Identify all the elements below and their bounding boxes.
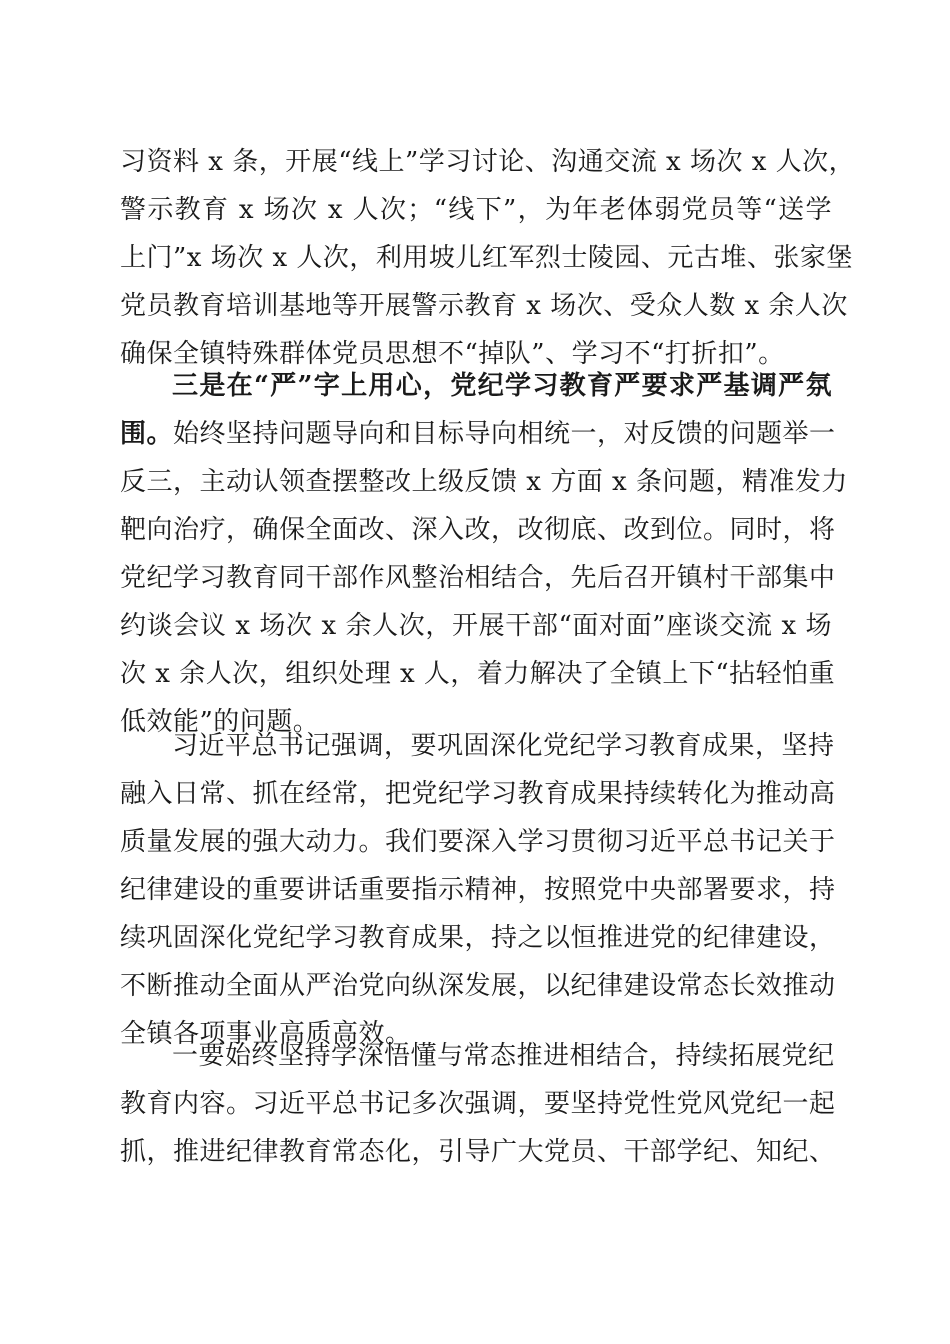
text-line: 续巩固深化党纪学习教育成果，持之以恒推进党的纪律建设， [120,923,836,953]
text-line: 反三，主动认领查摆整改上级反馈 x 方面 x 条问题，精准发力 [120,467,848,497]
text-line: 低效能”的问题。 [120,707,320,737]
text-line: 靶向治疗，确保全面改、深入改，改彻底、改到位。同时，将 [120,515,836,545]
text-line: 一要始终坚持学深悟懂与常态推进相结合，持续拓展党纪 [172,1041,835,1071]
text-line: 党员教育培训基地等开展警示教育 x 场次、受众人数 x 余人次 [120,291,848,321]
text-segment: 始终坚持问题导向和目标导向相统一，对反馈的问题举一 [173,419,836,449]
text-line: 上门”x 场次 x 人次，利用坡儿红军烈士陵园、元古堆、张家堡 [120,243,853,273]
text-line: 教育内容。习近平总书记多次强调，要坚持党性党风党纪一起 [120,1089,836,1119]
text-line: 党纪学习教育同干部作风整治相结合，先后召开镇村干部集中 [120,563,836,593]
text-line: 融入日常、抓在经常，把党纪学习教育成果持续转化为推动高 [120,779,836,809]
text-line: 不断推动全面从严治党向纵深发展，以纪律建设常态长效推动 [120,971,836,1001]
section-heading-tail: 围。 [120,419,174,449]
text-line [120,410,836,458]
text-line: 确保全镇特殊群体党员思想不“掉队”、学习不“打折扣”。 [120,339,785,369]
text-line: 全镇各项事业高质高效。 [120,1019,412,1049]
text-line: 习资料 x 条，开展“线上”学习讨论、沟通交流 x 场次 x 人次， [120,147,856,177]
text-line: 抓，推进纪律教育常态化，引导广大党员、干部学纪、知纪、 [120,1137,836,1167]
text-line: 习近平总书记强调，要巩固深化党纪学习教育成果，坚持 [172,731,835,761]
text-line: 质量发展的强大动力。我们要深入学习贯彻习近平总书记关于 [120,827,836,857]
paragraph-1 [120,138,856,378]
text-line: 约谈会议 x 场次 x 余人次，开展干部“面对面”座谈交流 x 场 [120,611,832,641]
text-line: 纪律建设的重要讲话重要指示精神，按照党中央部署要求，持 [120,875,836,905]
section-heading: 三是在“严”字上用心，党纪学习教育严要求严基调严氛 [172,371,832,401]
text-line: 次 x 余人次，组织处理 x 人，着力解决了全镇上下“拈轻怕重 [120,659,836,689]
paragraph-3 [120,722,836,1058]
text-line: 警示教育 x 场次 x 人次；“线下”，为年老体弱党员等“送学 [120,195,832,225]
paragraph-4 [120,1032,836,1176]
